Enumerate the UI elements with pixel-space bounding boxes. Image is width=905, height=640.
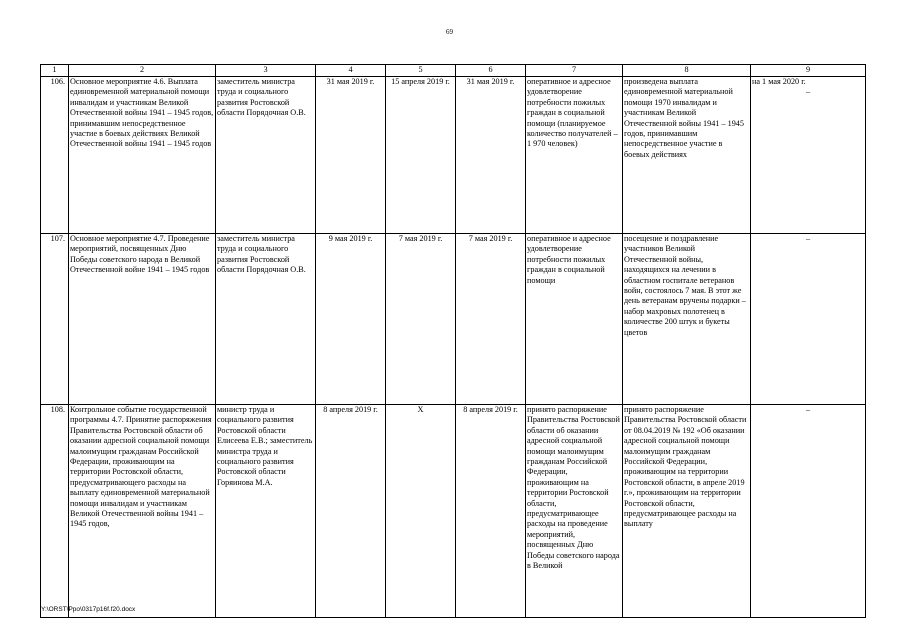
plan-start-date: 9 мая 2019 г.: [316, 234, 386, 405]
header-col-4: 4: [316, 65, 386, 77]
expected-result: принято распоряжение Правительства Ростовской области об оказании адресной социальной помощи малоимущим гражданам Российской Федерации, проживающим на территории Ростовской области, предусматривающее расходы на проведение мероприятий, посвященных Дню Победы советского народа в Великой: [526, 405, 623, 618]
header-col-1: 1: [41, 65, 69, 77]
report-table: [40, 64, 866, 618]
fact-start-date: 15 апреля 2019 г.: [386, 77, 456, 234]
col9-cell: –: [751, 234, 866, 405]
col9-cell: –: [751, 405, 866, 618]
plan-start-date: 8 апреля 2019 г.: [316, 405, 386, 618]
expected-result: оперативное и адресное удовлетворение потребности пожилых граждан в социальной помощи (планируемое количество получателей – 1 970 человек): [526, 77, 623, 234]
col9-date: на 1 мая 2020 г.: [752, 77, 806, 86]
col9-cell: [751, 77, 866, 234]
row-number: 108.: [41, 405, 69, 618]
header-col-9: 9: [751, 65, 866, 77]
header-col-3: 3: [216, 65, 316, 77]
header-col-2: 2: [69, 65, 216, 77]
table-row: [41, 234, 866, 405]
page-number: 69: [446, 28, 453, 36]
responsible-person: заместитель министра труда и социального развития Ростовской области Порядочная О.В.: [216, 234, 316, 405]
footer-file-path: Y:\ORST\Ppo\0317p16f.f20.docx: [41, 606, 136, 613]
plan-end-date: 8 апреля 2019 г.: [456, 405, 526, 618]
plan-start-date: 31 мая 2019 г.: [316, 77, 386, 234]
row-number: 107.: [41, 234, 69, 405]
responsible-person: заместитель министра труда и социального развития Ростовской области Порядочная О.В.: [216, 77, 316, 234]
table-row: [41, 77, 866, 234]
event-name: Основное мероприятие 4.6. Выплата единовременной материальной помощи инвалидам и участникам Великой Отечественной войны 1941 – 1945 годов, принимавшим непосредственное участие в боевых действиях Великой Отечественной войны 1941 – 1945 годов: [69, 77, 216, 234]
row-number: 106.: [41, 77, 69, 234]
achieved-result: произведена выплата единовременной материальной помощи 1970 инвалидам и участникам Великой Отечественной войны 1941 – 1945 годов, принимавшим непосредственное участие в боевых действиях: [623, 77, 751, 234]
fact-start-date: 7 мая 2019 г.: [386, 234, 456, 405]
table-row: [41, 405, 866, 618]
responsible-person: министр труда и социального развития Ростовской области Елисеева Е.В.; заместитель министра труда и социального развития Ростовской области Горяинова М.А.: [216, 405, 316, 618]
header-row: [41, 65, 866, 77]
header-col-8: 8: [623, 65, 751, 77]
expected-result: оперативное и адресное удовлетворение потребности пожилых граждан в социальной помощи: [526, 234, 623, 405]
header-col-7: 7: [526, 65, 623, 77]
achieved-result: принято распоряжение Правительства Ростовской области от 08.04.2019 № 192 «Об оказании адресной социальной помощи малоимущим гражданам Российской Федерации, проживающим на территории Ростовской области, в апреле 2019 г.», проживающим на территории Ростовской области, предусматривающее расходы на выплату: [623, 405, 751, 618]
header-col-5: 5: [386, 65, 456, 77]
event-name: Контрольное событие государственной программы 4.7. Принятие распоряжения Правительства Ростовской области об оказании адресной социальной помощи малоимущим гражданам Российской Федерации, проживающим на территории Ростовской области, предусматривающего расходы на выплату единовременной материальной помощи инвалидам и участникам Великой Отечественной войны 1941 – 1945 годов,: [69, 405, 216, 618]
event-name: Основное мероприятие 4.7. Проведение мероприятий, посвященных Дню Победы советского народа в Великой Отечественной войне 1941 – 1945 годов: [69, 234, 216, 405]
col9-dash: –: [805, 87, 811, 97]
achieved-result: посещение и поздравление участников Великой Отечественной войны, находящихся на лечении в областном госпитале ветеранов войн, состоялось 7 мая. В этот же день ветеранам вручены подарки – набор махровых полотенец в количестве 200 штук и букеты цветов: [623, 234, 751, 405]
plan-end-date: 7 мая 2019 г.: [456, 234, 526, 405]
fact-start-date: Х: [386, 405, 456, 618]
header-col-6: 6: [456, 65, 526, 77]
plan-end-date: 31 мая 2019 г.: [456, 77, 526, 234]
